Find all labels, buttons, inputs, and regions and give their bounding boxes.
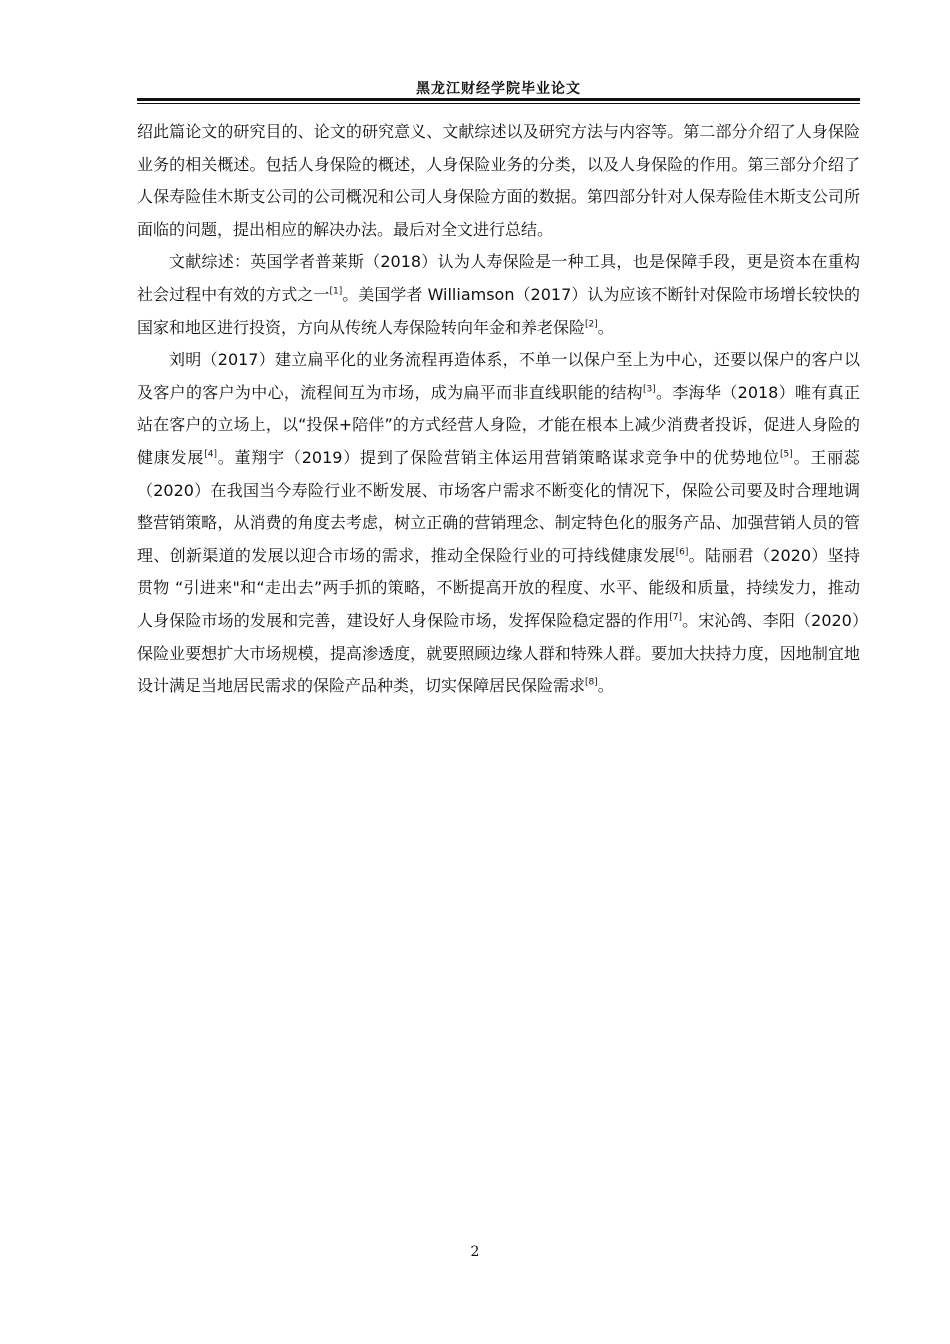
citation-ref: [8]	[585, 677, 598, 688]
citation-ref: [3]	[642, 384, 656, 395]
text-segment: 刘明（2017）建立扁平化的业务流程再造体系，不单一以保户至上为中心，还要以保户的客户以及客户的客户为中心，流程间互为市场，成为扁平而非直线职能的结构	[137, 350, 860, 402]
paragraph-intro-continuation: 绍此篇论文的研究目的、论文的研究意义、文献综述以及研究方法与内容等。第二部分介绍了人身保险业务的相关概述。包括人身保险的概述，人身保险业务的分类，以及人身保险的作用。第三部分介绍了人保寿险佳木斯支公司的公司概况和公司人身保险方面的数据。第四部分针对人保寿险佳木斯支公司所面临的问题，提出相应的解决办法。最后对全文进行总结。	[137, 122, 860, 239]
header-rule-thin	[137, 103, 860, 104]
text-segment: 。李海华（2018）唯有真正站在客户的立场上，以“投保+陪伴”的方式经营人身险，才能在根本上减少消费者投诉，促进人身险的健康发展	[137, 382, 860, 467]
text-segment: 。陆丽君（2020）坚持贯物 “引进来"和“走出去”两手抓的策略，不断提高开放的程度、水平、能级和质量，持续发力，推动人身保险市场的发展和完善，建设好人身保险市场，发挥保险稳定器的作用	[137, 545, 860, 630]
body-text	[137, 116, 860, 703]
text-segment: 。董翔宇（2019）提到了保险营销主体运用营销策略谋求竞争中的优势地位	[216, 447, 781, 467]
text-segment: 文献综述：英国学者普莱斯（2018）认为人寿保险是一种工具，也是保障手段，更是资本在重构社会过程中有效的方式之一	[137, 252, 860, 304]
paragraph-literature-review	[137, 246, 860, 344]
text-segment: 。	[597, 317, 614, 337]
citation-ref: [5]	[780, 449, 793, 460]
page-header-title: 黑龙江财经学院毕业论文	[416, 81, 581, 97]
citation-ref: [7]	[669, 612, 682, 623]
citation-ref: [4]	[204, 449, 217, 460]
page-number: 2	[470, 1244, 480, 1260]
citation-ref: [6]	[675, 547, 689, 558]
text-segment: 。王丽蕊（2020）在我国当今寿险行业不断发展、市场客户需求不断变化的情况下，保险公司要及时合理地调整营销策略，从消费的角度去考虑，树立正确的营销理念、制定特色化的服务产品、加强营销人员的管理、创新渠道的发展以迎合市场的需求，推动全保险行业的可持线健康发展	[137, 447, 860, 565]
citation-ref: [1]	[329, 286, 343, 297]
paragraph-domestic-research	[137, 344, 860, 703]
text-segment: 。宋沁鸽、李阳（2020）保险业要想扩大市场规模，提高渗透度，就要照顾边缘人群和特殊人群。要加大扶持力度，因地制宜地设计满足当地居民需求的保险产品种类，切实保障居民保险需求	[137, 610, 860, 696]
text-segment: 。	[597, 676, 614, 696]
header-rule-thick	[137, 98, 860, 101]
text-segment: 。美国学者 Williamson（2017）认为应该不断针对保险市场增长较快的国家和地区进行投资，方向从传统人寿保险转向年金和养老保险	[137, 284, 860, 337]
citation-ref: [2]	[585, 319, 598, 330]
